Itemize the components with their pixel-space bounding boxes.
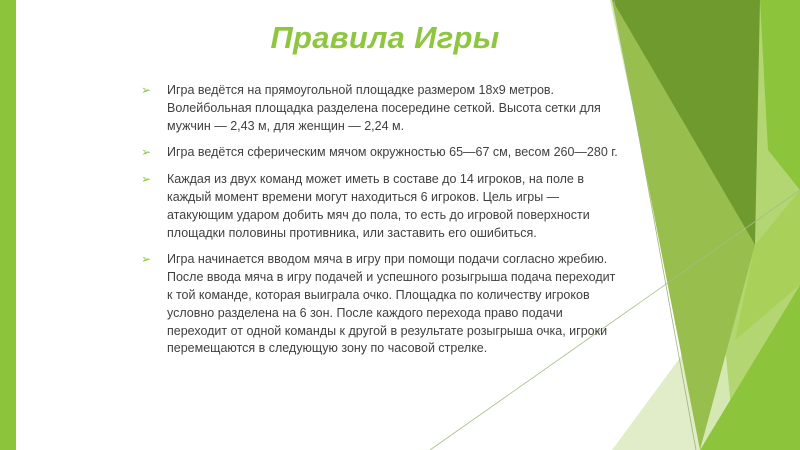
list-item: [141, 171, 619, 242]
bullet-text: Каждая из двух команд может иметь в составе до 14 игроков, на поле в каждый момент времени могут находиться 6 игроков. Цель игры — атакующим ударом добить мяч до пола, то есть до игровой поверхности площадки половины противника, или заставить его ошибиться.: [167, 172, 590, 240]
checkbox-arrow-icon: ➢: [141, 145, 152, 160]
bullet-text: Игра ведётся сферическим мячом окружностью 65—67 см, весом 260—280 г.: [167, 145, 618, 160]
checkbox-arrow-icon: ➢: [141, 172, 152, 187]
list-item: [141, 82, 619, 135]
checkbox-arrow-icon: ➢: [141, 252, 152, 267]
bullet-text: Игра начинается вводом мяча в игру при помощи подачи согласно жребию. После ввода мяча в игру подачей и успешного розыгрыша подача переходит к той команде, которая выиграла очко. Площадка по количеству игроков условно разделена на 6 зон. После каждого перехода право подачи переходит от одной команды к другой в результате розыгрыша очка, игроки перемещаются в следующую зону по часовой стрелке.: [167, 252, 616, 356]
bullet-text: Игра ведётся на прямоугольной площадке размером 18х9 метров. Волейбольная площадка разделена посередине сеткой. Высота сетки для мужчин — 2,43 м, для женщин — 2,24 м.: [167, 83, 601, 133]
slide-title: Правила Игры: [270, 20, 500, 55]
list-item: [141, 144, 619, 162]
left-accent-strip: [0, 0, 16, 450]
bullet-list: [141, 82, 619, 367]
list-item: [141, 251, 619, 358]
checkbox-arrow-icon: ➢: [141, 83, 152, 97]
